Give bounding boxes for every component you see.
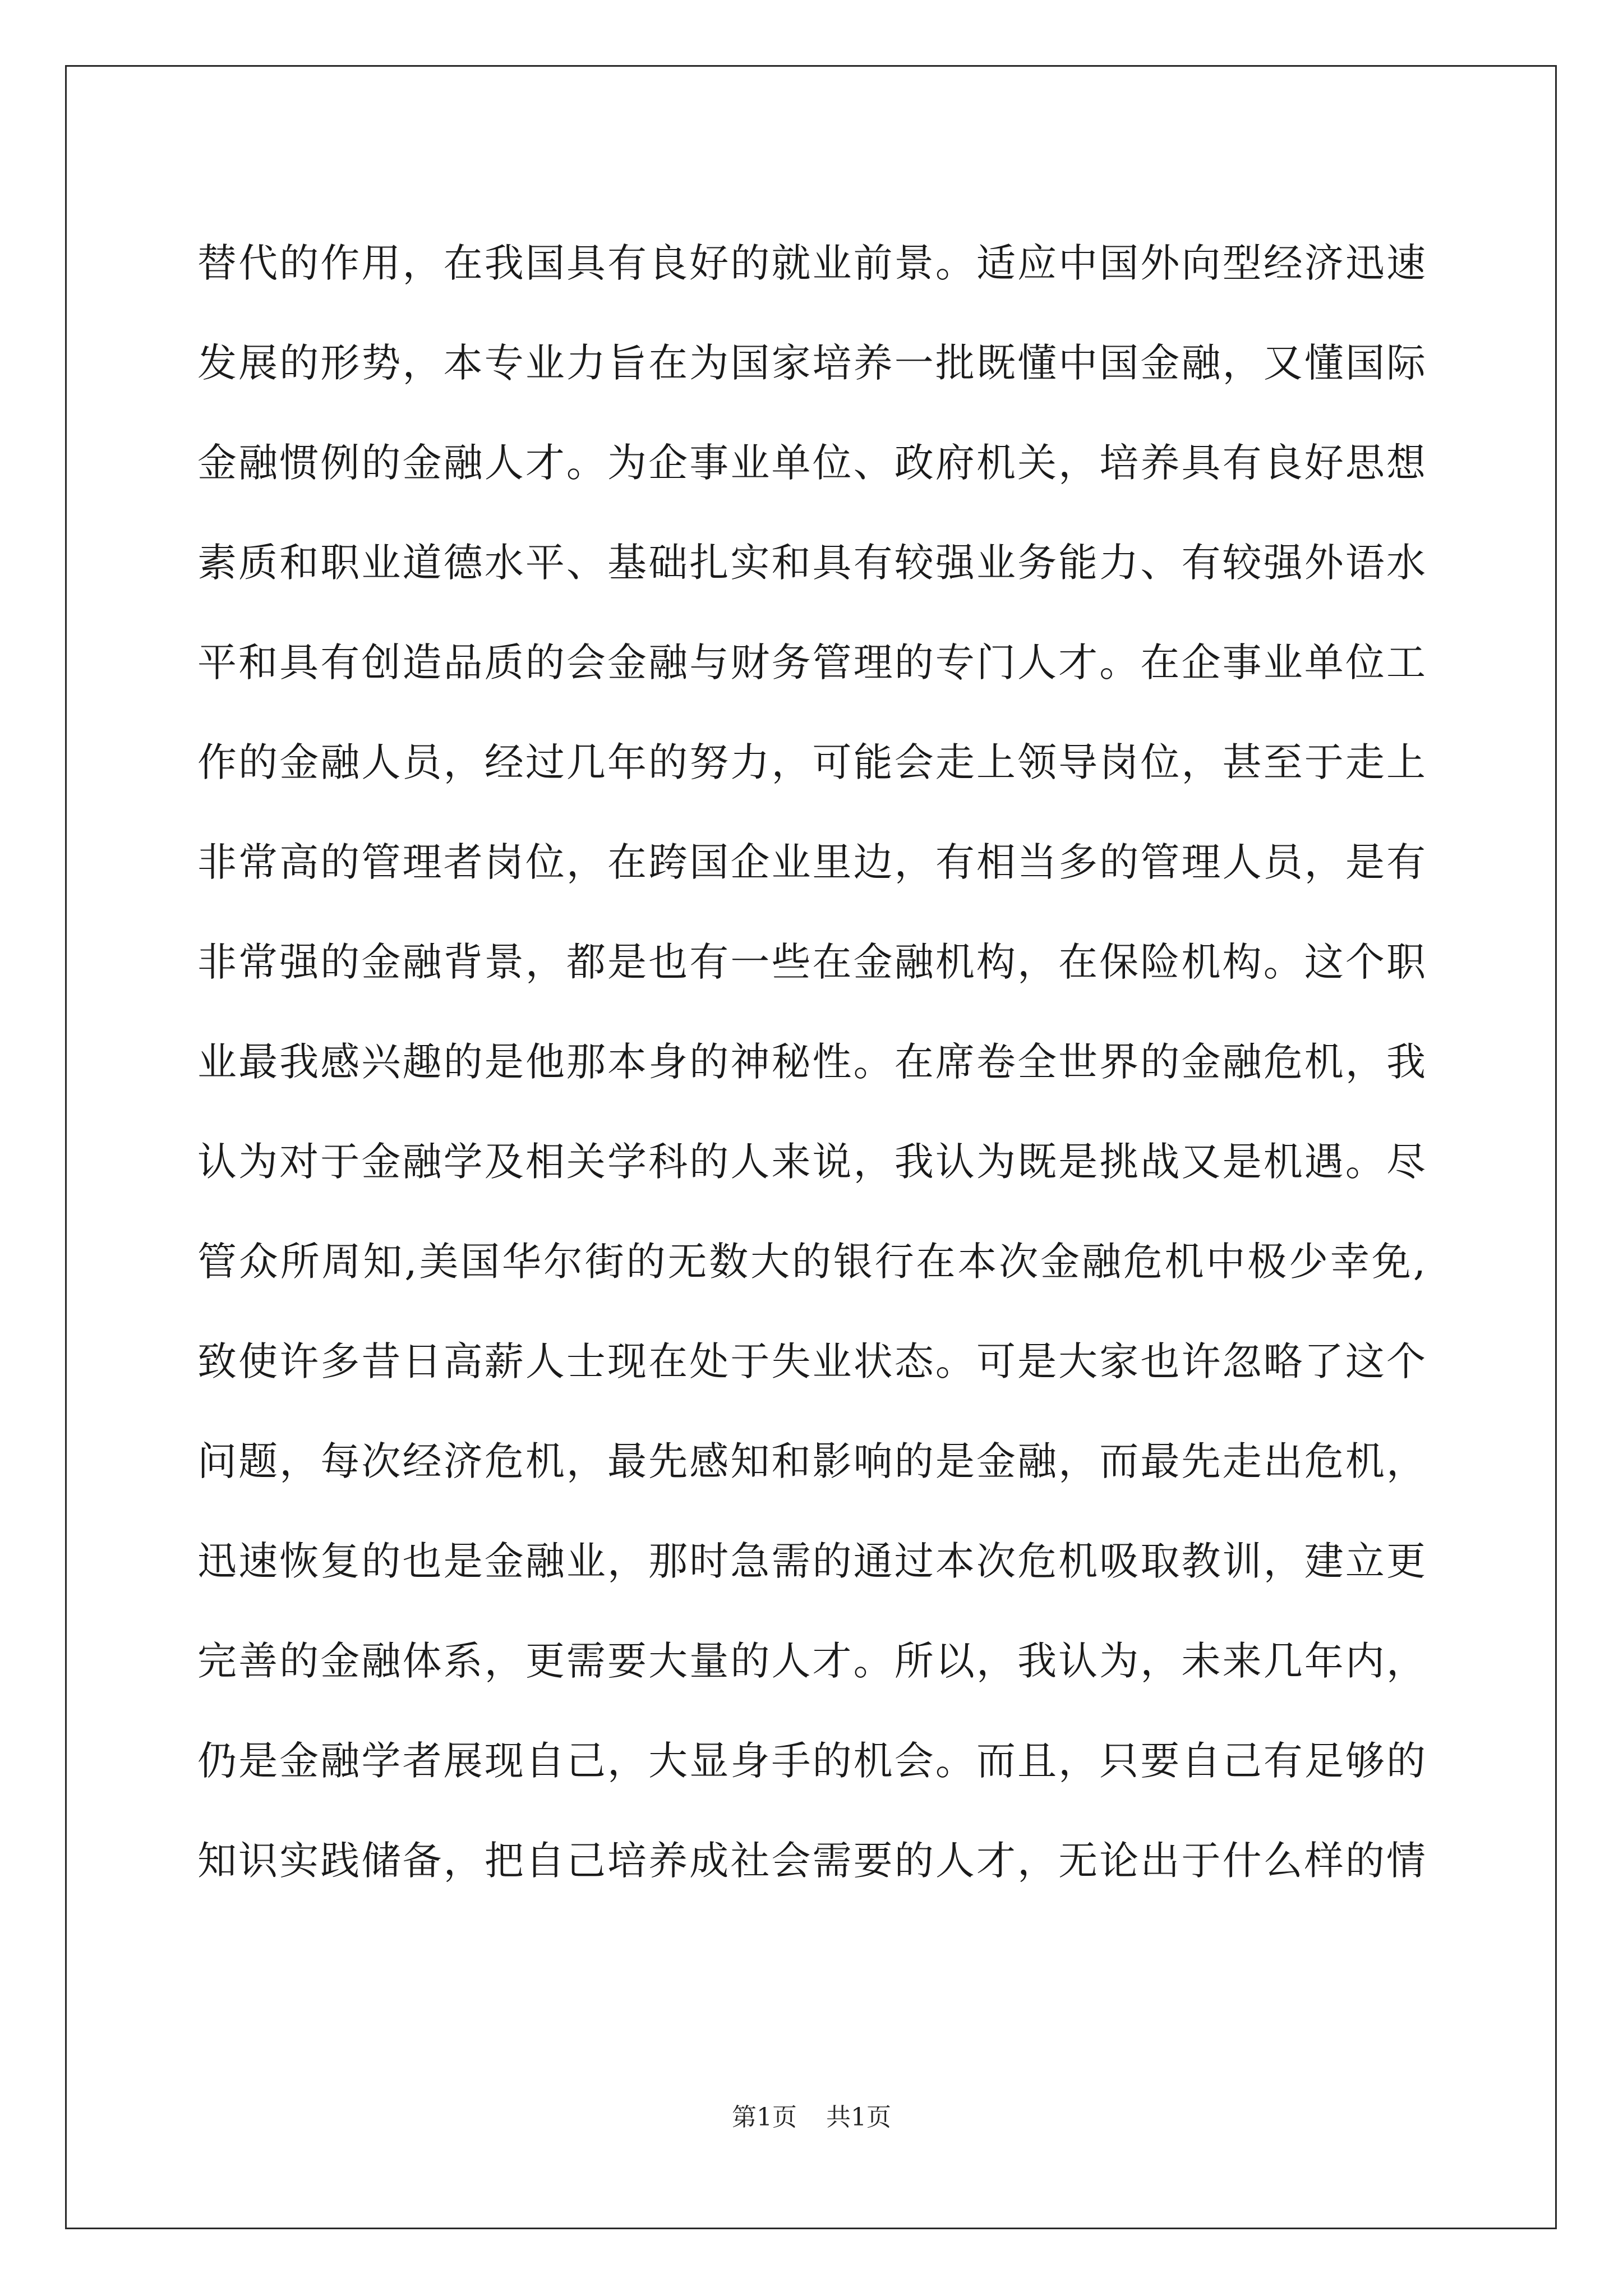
page-footer [0, 2101, 1623, 2134]
text-line: 问题，每次经济危机，最先感知和影响的是金融，而最先走出危机， [197, 1438, 1426, 1484]
text-line: 仍是金融学者展现自己，大显身手的机会。而且，只要自己有足够的 [197, 1738, 1426, 1784]
text-line: 完善的金融体系，更需要大量的人才。所以，我认为，未来几年内， [197, 1638, 1426, 1684]
text-line: 知识实践储备，把自己培养成社会需要的人才，无论出于什么样的情 [197, 1838, 1426, 1884]
text-line: 发展的形势，本专业力旨在为国家培养一批既懂中国金融，又懂国际 [197, 340, 1426, 386]
text-line: 替代的作用，在我国具有良好的就业前景。适应中国外向型经济迅速 [197, 240, 1426, 286]
document-body [197, 213, 1426, 1911]
text-line: 认为对于金融学及相关学科的人来说，我认为既是挑战又是机遇。尽 [197, 1139, 1426, 1185]
text-line: 致使许多昔日高薪人士现在处于失业状态。可是大家也许忽略了这个 [197, 1338, 1426, 1384]
text-line: 业最我感兴趣的是他那本身的神秘性。在席卷全世界的金融危机，我 [197, 1039, 1426, 1085]
text-line: 非常高的管理者岗位，在跨国企业里边，有相当多的管理人员，是有 [197, 839, 1426, 885]
text-line: 平和具有创造品质的会金融与财务管理的专门人才。在企事业单位工 [197, 639, 1426, 685]
text-line: 迅速恢复的也是金融业，那时急需的通过本次危机吸取教训，建立更 [197, 1538, 1426, 1584]
text-line: 素质和职业道德水平、基础扎实和具有较强业务能力、有较强外语水 [197, 540, 1426, 586]
page-total: 共1页 [826, 2103, 891, 2132]
text-line: 管众所周知,美国华尔街的无数大的银行在本次金融危机中极少幸免, [197, 1239, 1426, 1285]
page-number: 第1页 [732, 2103, 797, 2132]
text-line: 作的金融人员，经过几年的努力，可能会走上领导岗位，甚至于走上 [197, 739, 1426, 785]
text-line: 非常强的金融背景，都是也有一些在金融机构，在保险机构。这个职 [197, 939, 1426, 985]
text-line: 金融惯例的金融人才。为企事业单位、政府机关，培养具有良好思想 [197, 440, 1426, 486]
